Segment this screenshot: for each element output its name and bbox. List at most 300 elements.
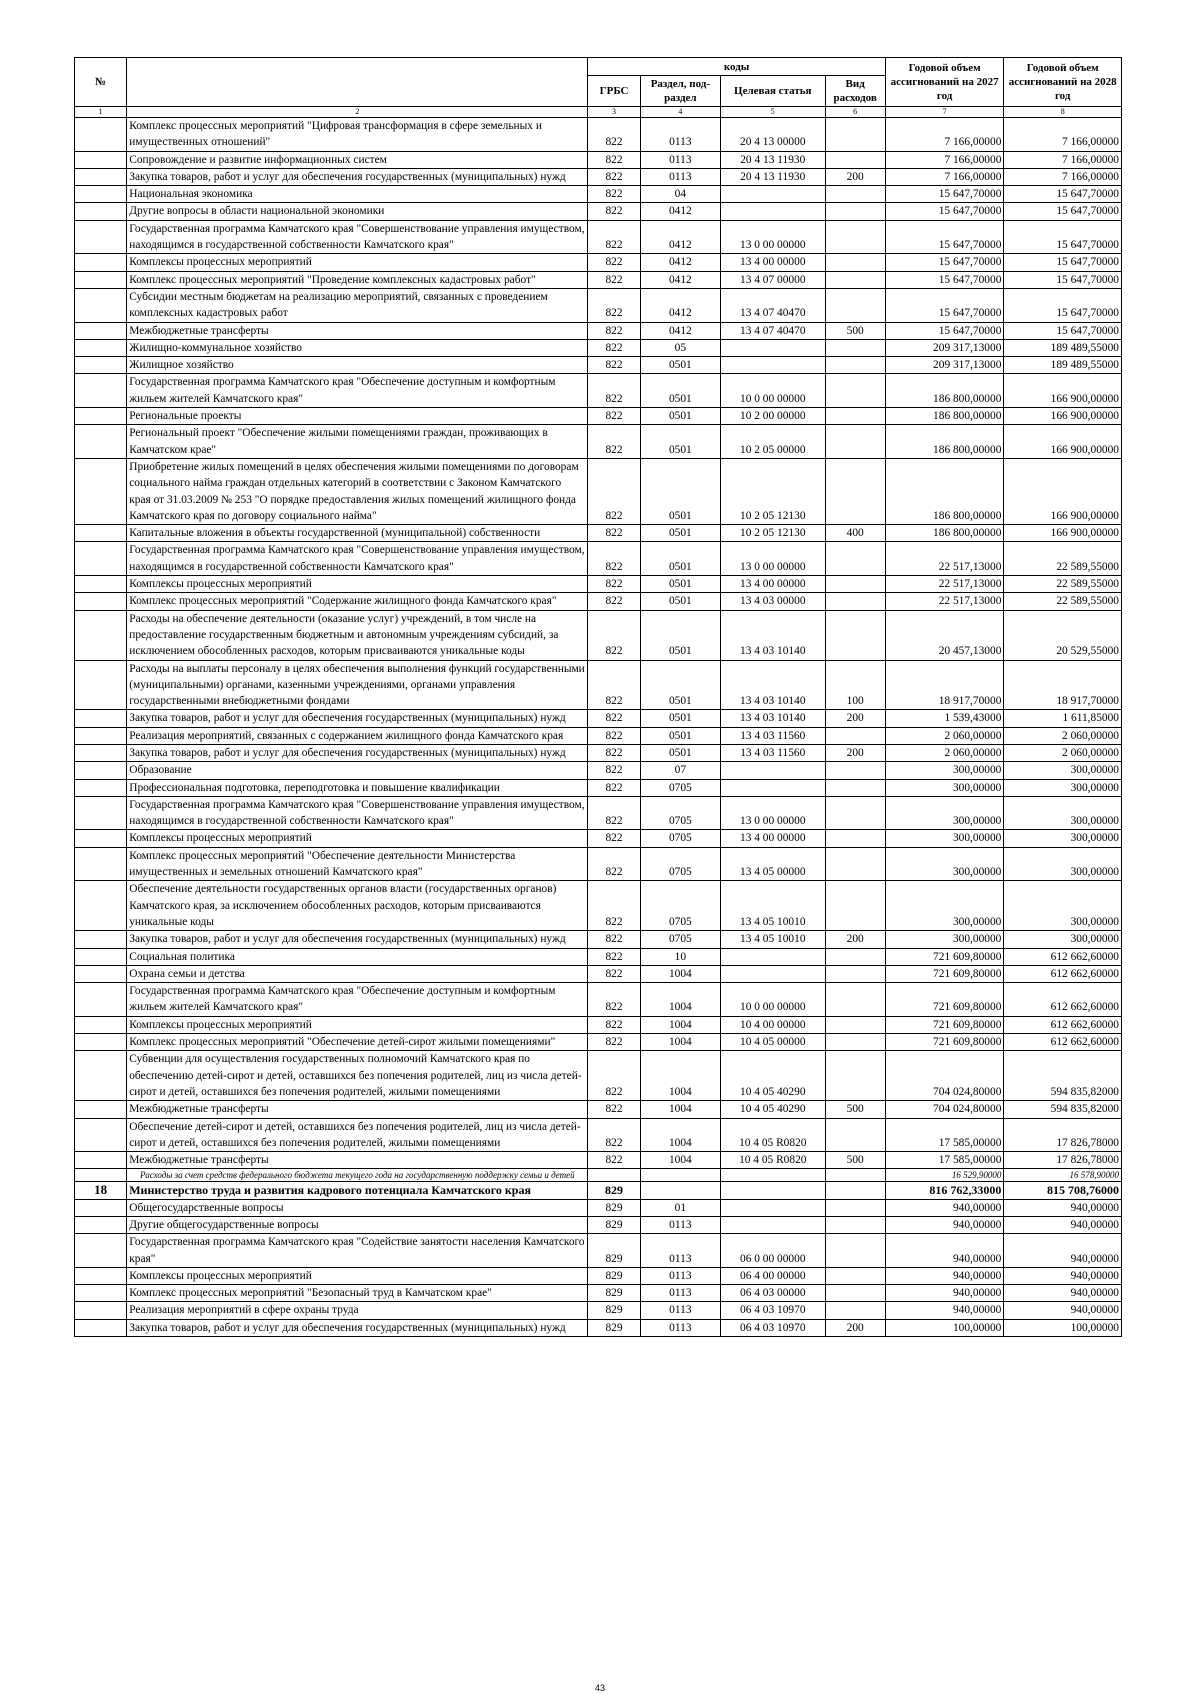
table-row	[75, 357, 1122, 374]
row-amount-2027: 15 647,70000	[885, 322, 1004, 339]
table-row	[75, 660, 1122, 710]
row-expense-type	[825, 1267, 885, 1284]
row-grbs: 822	[588, 458, 640, 524]
row-section: 1004	[640, 983, 720, 1017]
row-number	[75, 779, 127, 796]
row-amount-2027: 721 609,80000	[885, 983, 1004, 1017]
row-name: Расходы на обеспечение деятельности (оказание услуг) учреждений, в том числе на предоставление государственным бюджетным и автономным учреждениям субсидий, за исключением обособленных расходов, которым присваиваются уникальные коды	[127, 610, 588, 660]
row-number	[75, 727, 127, 744]
row-section	[640, 1182, 720, 1199]
row-name: Обеспечение деятельности государственных органов власти (государственных органов) Камчатского края, за исключением обособленных расходов, которым присваиваются уникальные коды	[127, 881, 588, 931]
row-grbs: 822	[588, 847, 640, 881]
row-number	[75, 168, 127, 185]
row-name: Комплекс процессных мероприятий "Цифровая трансформация в сфере земельных и имущественных отношений"	[127, 118, 588, 152]
row-section: 0501	[640, 357, 720, 374]
table-row	[75, 610, 1122, 660]
row-section: 1004	[640, 1152, 720, 1169]
row-amount-2027: 17 585,00000	[885, 1152, 1004, 1169]
header-grbs: ГРБС	[588, 76, 640, 107]
row-name: Национальная экономика	[127, 186, 588, 203]
table-row	[75, 203, 1122, 220]
table-row	[75, 271, 1122, 288]
row-name: Комплексы процессных мероприятий	[127, 254, 588, 271]
row-grbs: 822	[588, 830, 640, 847]
row-number	[75, 203, 127, 220]
row-grbs: 822	[588, 220, 640, 254]
row-grbs: 822	[588, 425, 640, 459]
row-expense-type: 200	[825, 710, 885, 727]
row-amount-2028: 166 900,00000	[1004, 458, 1122, 524]
row-number	[75, 254, 127, 271]
row-target	[721, 1199, 825, 1216]
row-expense-type	[825, 610, 885, 660]
row-grbs: 829	[588, 1217, 640, 1234]
row-name: Комплексы процессных мероприятий	[127, 576, 588, 593]
row-expense-type: 200	[825, 744, 885, 761]
table-row	[75, 881, 1122, 931]
row-section: 1004	[640, 1016, 720, 1033]
header-expense-type: Вид расходов	[825, 76, 885, 107]
row-target: 10 4 00 00000	[721, 1016, 825, 1033]
row-target: 13 4 05 10010	[721, 881, 825, 931]
column-numbers-row	[75, 107, 1122, 118]
row-number	[75, 744, 127, 761]
row-name: Реализация мероприятий, связанных с содержанием жилищного фонда Камчатского края	[127, 727, 588, 744]
column-number: 1	[75, 107, 127, 118]
row-amount-2027: 1 539,43000	[885, 710, 1004, 727]
row-name: Закупка товаров, работ и услуг для обеспечения государственных (муниципальных) нужд	[127, 744, 588, 761]
row-amount-2027: 15 647,70000	[885, 220, 1004, 254]
row-name: Региональный проект "Обеспечение жилыми помещениями граждан, проживающих в Камчатском крае"	[127, 425, 588, 459]
row-amount-2028: 189 489,55000	[1004, 339, 1122, 356]
row-expense-type	[825, 458, 885, 524]
row-name: Комплекс процессных мероприятий "Проведение комплексных кадастровых работ"	[127, 271, 588, 288]
table-row	[75, 593, 1122, 610]
table-row	[75, 1169, 1122, 1182]
row-number: 18	[75, 1182, 127, 1199]
row-target	[721, 1182, 825, 1199]
row-target: 13 4 03 10140	[721, 710, 825, 727]
row-amount-2028: 940,00000	[1004, 1234, 1122, 1268]
row-expense-type	[825, 881, 885, 931]
row-grbs: 822	[588, 593, 640, 610]
table-row	[75, 220, 1122, 254]
column-number: 7	[885, 107, 1004, 118]
row-expense-type	[825, 1302, 885, 1319]
row-name: Министерство труда и развития кадрового потенциала Камчатского края	[127, 1182, 588, 1199]
header-target: Целевая статья	[721, 76, 825, 107]
row-expense-type	[825, 118, 885, 152]
row-amount-2027: 300,00000	[885, 847, 1004, 881]
row-target: 13 4 03 10140	[721, 610, 825, 660]
row-expense-type	[825, 203, 885, 220]
row-expense-type	[825, 151, 885, 168]
row-section: 0412	[640, 322, 720, 339]
row-name: Комплексы процессных мероприятий	[127, 830, 588, 847]
row-name: Закупка товаров, работ и услуг для обеспечения государственных (муниципальных) нужд	[127, 710, 588, 727]
row-expense-type	[825, 1016, 885, 1033]
row-section: 0412	[640, 288, 720, 322]
row-grbs: 822	[588, 796, 640, 830]
row-amount-2028: 940,00000	[1004, 1285, 1122, 1302]
row-number	[75, 374, 127, 408]
row-name: Расходы на выплаты персоналу в целях обеспечения выполнения функций государственными (муниципальными) органами, казенными учреждениями, органами управления государственными внебюджетными фондами	[127, 660, 588, 710]
table-row	[75, 1101, 1122, 1118]
row-amount-2027: 186 800,00000	[885, 425, 1004, 459]
row-amount-2027: 186 800,00000	[885, 374, 1004, 408]
row-amount-2028: 940,00000	[1004, 1302, 1122, 1319]
row-name: Жилищно-коммунальное хозяйство	[127, 339, 588, 356]
row-section: 04	[640, 186, 720, 203]
row-target	[721, 203, 825, 220]
row-number	[75, 288, 127, 322]
row-amount-2028: 300,00000	[1004, 830, 1122, 847]
row-name: Межбюджетные трансферты	[127, 322, 588, 339]
row-section: 0113	[640, 1217, 720, 1234]
row-amount-2027: 816 762,33000	[885, 1182, 1004, 1199]
row-target	[721, 186, 825, 203]
row-expense-type	[825, 186, 885, 203]
row-amount-2028: 166 900,00000	[1004, 408, 1122, 425]
row-number	[75, 1285, 127, 1302]
table-row	[75, 796, 1122, 830]
header-section: Раздел, под-раздел	[640, 76, 720, 107]
row-target: 10 2 05 12130	[721, 525, 825, 542]
row-expense-type	[825, 779, 885, 796]
header-amount-2027: Годовой объем ассигнований на 2027 год	[885, 58, 1004, 107]
row-name: Охрана семьи и детства	[127, 965, 588, 982]
table-row	[75, 1234, 1122, 1268]
row-name: Образование	[127, 762, 588, 779]
row-grbs: 822	[588, 288, 640, 322]
row-amount-2028: 7 166,00000	[1004, 118, 1122, 152]
row-grbs: 822	[588, 186, 640, 203]
row-amount-2027: 16 529,90000	[885, 1169, 1004, 1182]
row-amount-2027: 940,00000	[885, 1217, 1004, 1234]
row-section: 0113	[640, 118, 720, 152]
row-expense-type: 200	[825, 168, 885, 185]
table-row	[75, 1302, 1122, 1319]
row-number	[75, 965, 127, 982]
row-amount-2028: 17 826,78000	[1004, 1118, 1122, 1152]
row-amount-2027: 300,00000	[885, 931, 1004, 948]
row-target: 06 4 03 10970	[721, 1302, 825, 1319]
table-row	[75, 1118, 1122, 1152]
row-grbs: 822	[588, 1101, 640, 1118]
row-grbs: 822	[588, 118, 640, 152]
row-target: 20 4 13 11930	[721, 151, 825, 168]
row-grbs: 822	[588, 168, 640, 185]
table-row	[75, 744, 1122, 761]
row-grbs: 822	[588, 762, 640, 779]
table-row	[75, 710, 1122, 727]
row-grbs: 822	[588, 1016, 640, 1033]
row-amount-2028: 594 835,82000	[1004, 1101, 1122, 1118]
row-number	[75, 660, 127, 710]
row-name: Межбюджетные трансферты	[127, 1152, 588, 1169]
row-section: 0412	[640, 254, 720, 271]
row-section: 1004	[640, 965, 720, 982]
row-grbs: 822	[588, 1034, 640, 1051]
row-amount-2027: 22 517,13000	[885, 576, 1004, 593]
row-grbs: 822	[588, 151, 640, 168]
table-row	[75, 542, 1122, 576]
table-row	[75, 339, 1122, 356]
row-expense-type	[825, 1182, 885, 1199]
row-target: 13 4 03 10140	[721, 660, 825, 710]
table-row	[75, 408, 1122, 425]
row-number	[75, 1034, 127, 1051]
row-amount-2027: 22 517,13000	[885, 593, 1004, 610]
row-target: 13 4 07 40470	[721, 322, 825, 339]
row-amount-2027: 100,00000	[885, 1319, 1004, 1336]
row-expense-type	[825, 339, 885, 356]
table-row	[75, 948, 1122, 965]
table-row	[75, 1285, 1122, 1302]
row-target: 13 4 05 10010	[721, 931, 825, 948]
row-amount-2028: 612 662,60000	[1004, 1034, 1122, 1051]
table-row	[75, 830, 1122, 847]
row-number	[75, 186, 127, 203]
row-number	[75, 948, 127, 965]
row-number	[75, 1152, 127, 1169]
row-amount-2028: 815 708,76000	[1004, 1182, 1122, 1199]
row-target: 13 0 00 00000	[721, 542, 825, 576]
row-expense-type	[825, 796, 885, 830]
row-target: 06 4 00 00000	[721, 1267, 825, 1284]
row-number	[75, 830, 127, 847]
row-target: 13 4 07 00000	[721, 271, 825, 288]
table-row	[75, 1152, 1122, 1169]
row-amount-2028: 612 662,60000	[1004, 1016, 1122, 1033]
row-grbs: 822	[588, 576, 640, 593]
row-amount-2027: 15 647,70000	[885, 271, 1004, 288]
row-name: Расходы за счет средств федерального бюджета текущего года на государственную поддержку семьи и детей	[127, 1169, 588, 1182]
table-row	[75, 1016, 1122, 1033]
row-expense-type	[825, 1118, 885, 1152]
row-name: Другие общегосударственные вопросы	[127, 1217, 588, 1234]
row-amount-2027: 721 609,80000	[885, 1034, 1004, 1051]
row-amount-2027: 2 060,00000	[885, 727, 1004, 744]
row-section: 0501	[640, 610, 720, 660]
row-amount-2027: 300,00000	[885, 762, 1004, 779]
row-section: 0113	[640, 1285, 720, 1302]
row-section: 0412	[640, 220, 720, 254]
row-target: 20 4 13 11930	[721, 168, 825, 185]
row-grbs: 822	[588, 254, 640, 271]
row-number	[75, 458, 127, 524]
row-amount-2027: 15 647,70000	[885, 288, 1004, 322]
row-amount-2027: 940,00000	[885, 1267, 1004, 1284]
row-number	[75, 796, 127, 830]
row-expense-type	[825, 408, 885, 425]
row-target: 06 4 03 10970	[721, 1319, 825, 1336]
row-amount-2028: 16 578,90000	[1004, 1169, 1122, 1182]
row-section: 1004	[640, 1034, 720, 1051]
row-section: 10	[640, 948, 720, 965]
row-grbs: 822	[588, 983, 640, 1017]
row-amount-2028: 7 166,00000	[1004, 151, 1122, 168]
row-expense-type	[825, 576, 885, 593]
table-header	[75, 58, 1122, 118]
row-number	[75, 1199, 127, 1216]
row-grbs: 829	[588, 1267, 640, 1284]
row-amount-2028: 300,00000	[1004, 762, 1122, 779]
row-grbs: 822	[588, 374, 640, 408]
row-grbs: 822	[588, 744, 640, 761]
row-target: 06 0 00 00000	[721, 1234, 825, 1268]
row-amount-2028: 15 647,70000	[1004, 271, 1122, 288]
table-body	[75, 118, 1122, 1337]
row-amount-2027: 300,00000	[885, 779, 1004, 796]
row-section: 0705	[640, 796, 720, 830]
row-grbs: 829	[588, 1285, 640, 1302]
row-section: 0113	[640, 1319, 720, 1336]
row-section: 0705	[640, 881, 720, 931]
row-expense-type	[825, 357, 885, 374]
header-codes: коды	[588, 58, 885, 76]
row-section: 0113	[640, 151, 720, 168]
row-expense-type: 500	[825, 1101, 885, 1118]
row-amount-2027: 300,00000	[885, 881, 1004, 931]
row-target	[721, 339, 825, 356]
row-target: 13 4 00 00000	[721, 576, 825, 593]
row-expense-type	[825, 1285, 885, 1302]
row-amount-2028: 166 900,00000	[1004, 425, 1122, 459]
row-name: Капитальные вложения в объекты государственной (муниципальной) собственности	[127, 525, 588, 542]
row-section: 0501	[640, 660, 720, 710]
table-row	[75, 576, 1122, 593]
row-expense-type: 400	[825, 525, 885, 542]
row-number	[75, 1051, 127, 1101]
row-section: 1004	[640, 1101, 720, 1118]
row-name: Государственная программа Камчатского края "Совершенствование управления имуществом, находящимся в государственной собственности Камчатского края"	[127, 542, 588, 576]
row-amount-2028: 17 826,78000	[1004, 1152, 1122, 1169]
row-grbs: 822	[588, 542, 640, 576]
row-target: 10 4 05 00000	[721, 1034, 825, 1051]
row-amount-2027: 186 800,00000	[885, 408, 1004, 425]
budget-table	[74, 57, 1122, 1337]
header-amount-2028: Годовой объем ассигнований на 2028 год	[1004, 58, 1122, 107]
table-row	[75, 762, 1122, 779]
row-section: 0412	[640, 203, 720, 220]
row-amount-2027: 300,00000	[885, 830, 1004, 847]
table-row	[75, 1217, 1122, 1234]
table-row	[75, 254, 1122, 271]
row-number	[75, 339, 127, 356]
row-expense-type	[825, 593, 885, 610]
row-section: 0501	[640, 525, 720, 542]
row-amount-2027: 20 457,13000	[885, 610, 1004, 660]
row-expense-type	[825, 727, 885, 744]
row-target: 10 4 05 40290	[721, 1101, 825, 1118]
row-section: 0412	[640, 271, 720, 288]
row-amount-2028: 15 647,70000	[1004, 322, 1122, 339]
table-row	[75, 168, 1122, 185]
row-amount-2028: 300,00000	[1004, 931, 1122, 948]
row-target	[721, 779, 825, 796]
row-section	[640, 1169, 720, 1182]
row-target: 13 0 00 00000	[721, 796, 825, 830]
row-section: 0113	[640, 1267, 720, 1284]
column-number: 8	[1004, 107, 1122, 118]
row-section: 0501	[640, 576, 720, 593]
table-row	[75, 1319, 1122, 1336]
row-name: Сопровождение и развитие информационных систем	[127, 151, 588, 168]
row-amount-2028: 15 647,70000	[1004, 254, 1122, 271]
row-grbs	[588, 1169, 640, 1182]
row-number	[75, 931, 127, 948]
row-target: 13 0 00 00000	[721, 220, 825, 254]
row-target	[721, 762, 825, 779]
header-name	[127, 58, 588, 107]
row-target	[721, 1169, 825, 1182]
column-number: 2	[127, 107, 588, 118]
row-target: 10 0 00 00000	[721, 983, 825, 1017]
row-section: 0501	[640, 425, 720, 459]
row-amount-2028: 2 060,00000	[1004, 727, 1122, 744]
row-number	[75, 1101, 127, 1118]
row-target: 10 0 00 00000	[721, 374, 825, 408]
row-amount-2028: 189 489,55000	[1004, 357, 1122, 374]
row-expense-type	[825, 1234, 885, 1268]
row-amount-2028: 22 589,55000	[1004, 542, 1122, 576]
row-number	[75, 1234, 127, 1268]
row-name: Другие вопросы в области национальной экономики	[127, 203, 588, 220]
row-number	[75, 710, 127, 727]
row-number	[75, 220, 127, 254]
row-amount-2027: 15 647,70000	[885, 203, 1004, 220]
row-grbs: 829	[588, 1319, 640, 1336]
row-name: Закупка товаров, работ и услуг для обеспечения государственных (муниципальных) нужд	[127, 1319, 588, 1336]
row-amount-2028: 300,00000	[1004, 779, 1122, 796]
column-number: 6	[825, 107, 885, 118]
row-expense-type: 100	[825, 660, 885, 710]
row-name: Региональные проекты	[127, 408, 588, 425]
row-number	[75, 1118, 127, 1152]
row-target	[721, 965, 825, 982]
row-target: 10 2 00 00000	[721, 408, 825, 425]
row-number	[75, 1217, 127, 1234]
row-name: Государственная программа Камчатского края "Содействие занятости населения Камчатского края"	[127, 1234, 588, 1268]
row-number	[75, 525, 127, 542]
row-number	[75, 576, 127, 593]
row-number	[75, 151, 127, 168]
row-expense-type	[825, 847, 885, 881]
table-row	[75, 374, 1122, 408]
row-name: Приобретение жилых помещений в целях обеспечения жилыми помещениями по договорам социального найма граждан отдельных категорий в соответствии с Законом Камчатского края от 31.03.2009 № 253 "О порядке предоставления жилых помещений жилищного фонда Камчатского края по договору социального найма"	[127, 458, 588, 524]
column-number: 3	[588, 107, 640, 118]
row-amount-2027: 940,00000	[885, 1302, 1004, 1319]
table-row	[75, 1034, 1122, 1051]
row-expense-type	[825, 983, 885, 1017]
row-grbs: 822	[588, 881, 640, 931]
row-target: 06 4 03 00000	[721, 1285, 825, 1302]
row-amount-2028: 594 835,82000	[1004, 1051, 1122, 1101]
row-section: 0501	[640, 408, 720, 425]
row-target	[721, 357, 825, 374]
table-row	[75, 322, 1122, 339]
row-grbs: 822	[588, 271, 640, 288]
row-section: 0705	[640, 847, 720, 881]
row-section: 07	[640, 762, 720, 779]
row-amount-2027: 18 917,70000	[885, 660, 1004, 710]
row-target: 20 4 13 00000	[721, 118, 825, 152]
row-target: 10 4 05 R0820	[721, 1118, 825, 1152]
row-target: 10 4 05 R0820	[721, 1152, 825, 1169]
row-section: 0705	[640, 830, 720, 847]
column-number: 4	[640, 107, 720, 118]
